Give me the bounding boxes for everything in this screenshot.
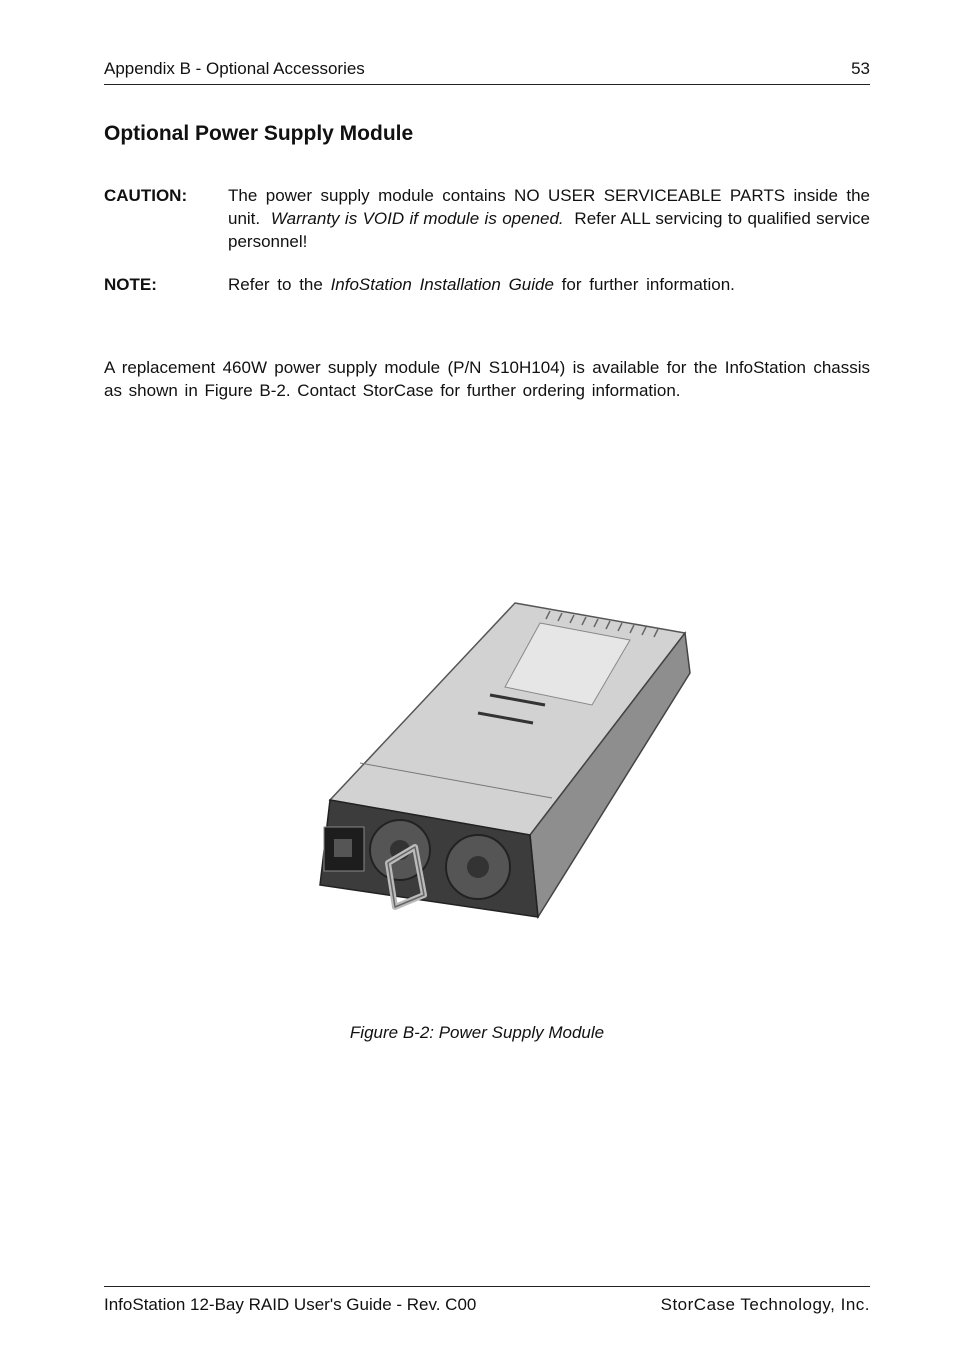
caution-label: CAUTION: [104,186,188,205]
note-label: NOTE: [104,275,157,294]
footer-right: StorCase Technology, Inc. [660,1295,870,1314]
note-text: Refer to the InfoStation Installation Guide for further information. [228,275,735,294]
page-footer [104,1286,870,1314]
header-page-number: 53 [851,59,870,78]
caution-text: The power supply module contains NO USER SERVICEABLE PARTS inside the unit. Warranty is VOID if module is opened. Refer ALL servicing to qualified service personnel! [228,186,870,251]
power-supply-illustration [300,595,700,940]
page-header [104,58,870,85]
footer-left: InfoStation 12-Bay RAID User's Guide - Rev. C00 [104,1295,477,1314]
body-paragraph: A replacement 460W power supply module (P/N S10H104) is available for the InfoStation chassis as shown in Figure B-2. Contact StorCase for further ordering information. [104,358,870,400]
power-supply-image [300,595,700,940]
figure-caption: Figure B-2: Power Supply Module [349,1023,605,1042]
section-title: Optional Power Supply Module [104,122,414,145]
header-section: Appendix B - Optional Accessories [104,59,365,78]
